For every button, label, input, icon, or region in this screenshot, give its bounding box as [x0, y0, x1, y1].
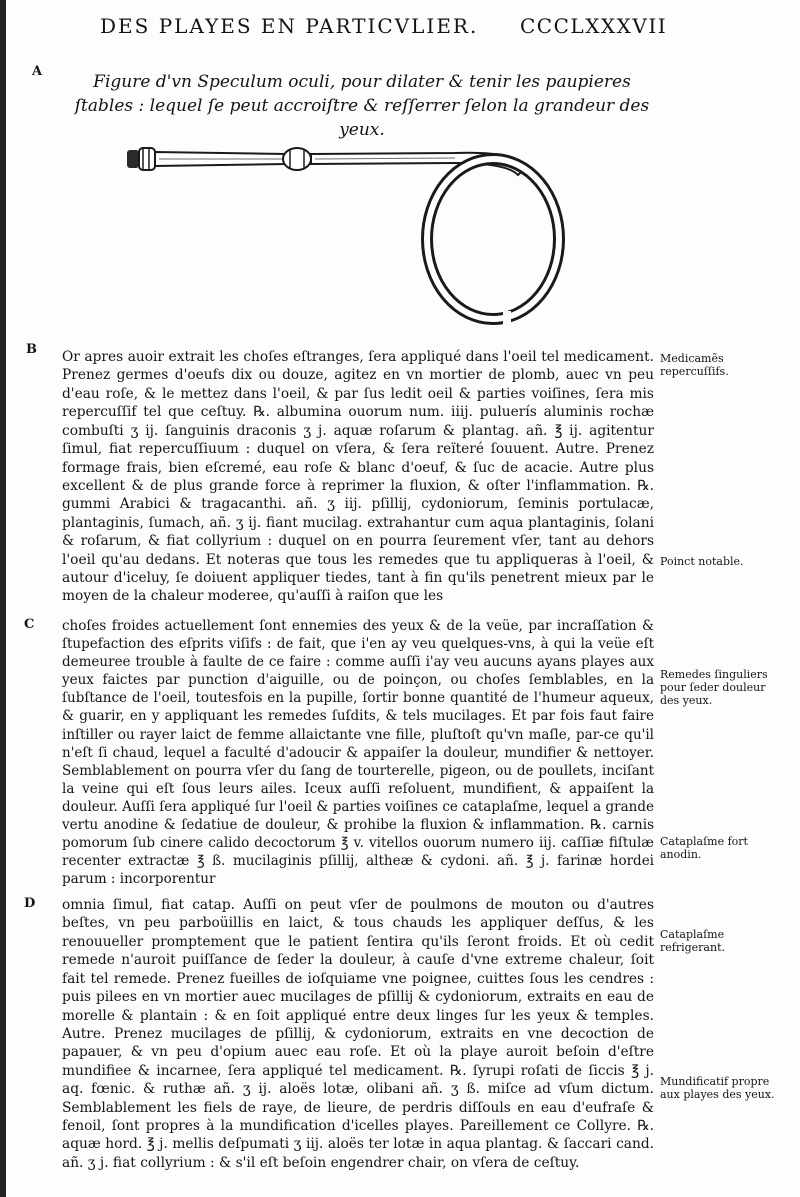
margin-note-remedes-singuliers: Remedes ſinguliers pour ſeder douleur des yeux. — [660, 668, 768, 707]
speculum-oculi-illustration — [125, 135, 585, 329]
margin-note-repercussifs: Medicamẽs repercuſſifs. — [660, 352, 729, 378]
body-text-paragraph-c: choſes froides actuellement ſont ennemies des yeux & de la veüe, par incraſſation & ſtupefaction des eſprits viſifs : de fait, que i'en ay veu quelques-vns, à qui la veüe eſt demeuree trouble à faulte de ce faire : comme auſſi i'ay veu aucuns ayans playes aux yeux faictes par punction d'aiguille, ou de poinçon, ou choſes ſemblables, en la ſubſtance de l'oeil, toutesfois en la pupille, ſortir bonne quantité de l'humeur aqueux, & guarir, en y appliquant les remedes ſuſdits, & tels mucilages. Et par fois faut faire inſtiller ou rayer laict de femme allaictante vne fille, pluſtoſt qu'vn maſle, par-ce qu'il n'eſt ſi chaud, lequel a faculté d'adoucir & appaiſer la douleur, mundifier & nettoyer. Semblablement on pourra vſer du ſang de tourterelle, pigeon, ou de poullets, inciſant la veine qui eſt ſous leurs ailes. Iceux auſſi reſoluent, mundifient, & appaiſent la douleur. Auſſi ſera appliqué ſur l'oeil & parties voiſines ce cataplaſme, lequel a grande vertu anodine & ſedatiue de douleur, & prohibe la fluxion & inflammation. ℞. carnis pomorum ſub cinere calido decoctorum ℥ v. vitellos ouorum numero iij. caſſiæ fiſtulæ recenter extractæ ℥ ß. mucilaginis pſillij, altheæ & cydoni. añ. ℥ j. farinæ hordei parum : incorporentur — [62, 618, 654, 888]
margin-note-cataplasme-refrigerant: Cataplaſme refrigerant. — [660, 928, 725, 954]
section-marker-b: B — [26, 342, 37, 357]
body-text-paragraph-b: Or apres auoir extrait les choſes eſtranges, ſera appliqué dans l'oeil tel medicament. Prenez germes d'oeufs dix ou douze, agitez en vn mortier de plomb, auec vn peu d'eau roſe, & le mettez dans l'oeil, & par ſus ledit oeil & parties voiſines, ſera mis repercuſſif tel que ceſtuy. ℞. albumina ouorum num. iiij. puluerís aluminis rochæ combuſti ʒ ij. ſanguinis draconis ʒ j. aquæ roſarum & plantag. añ. ℥ ij. agitentur ſimul, fiat repercuſſiuum : duquel on vſera, & ſera reïteré ſouuent. Autre. Prenez formage frais, bien eſcremé, eau roſe & blanc d'oeuf, & ſuc de acacie. Autre plus excellent & de plus grande force à reprimer la fluxion, & oſter l'inflammation. ℞. gummi Arabici & tragacanthi. añ. ʒ iij. pſillij, cydoniorum, ſeminis portulacæ, plantaginis, ſumach, añ. ʒ ij. fiant mucilag. extrahantur cum aqua plantaginis, ſolani & roſarum, & fiat collyrium : duquel on en pourra ſeurement vſer, tant au dehors l'oeil qu'au dedans. Et noteras que tous les remedes que tu appliqueras à l'oeil, & autour d'iceluy, ſe doiuent appliquer tiedes, tant à fin qu'ils penetrent mieux par le moyen de la chaleur moderee, qu'auſſi à raiſon que les — [62, 349, 654, 605]
folio-number: CCCLXXXVII — [520, 14, 668, 38]
margin-note-poinct-notable: Poinct notable. — [660, 555, 744, 568]
speculum-instrument-icon — [125, 135, 585, 325]
page-gutter-shadow — [0, 0, 6, 1197]
body-text-paragraph-d: omnia ſimul, fiat catap. Auſſi on peut vſer de poulmons de mouton ou d'autres beſtes, vn peu parboüillis en laict, & tous chauds les appliquer deſſus, & les renouueller promptement que le patient ſentira qu'ils ſeront froids. Et où cedit remede n'auroit puiſſance de ſeder la douleur, à cauſe d'vne extreme chaleur, ſoit fait tel remede. Prenez fueilles de ioſquiame vne poignee, cuittes ſous les cendres : puis pilees en vn mortier auec mucilages de pſillij & cydoniorum, extraits en eau de morelle & plantain : & en ſoit appliqué entre deux linges ſur les yeux & temples. Autre. Prenez mucilages de pſillij, & cydoniorum, extraits en vne decoction de papauer, & vn peu d'opium auec eau roſe. Et où la playe auroit beſoin d'eſtre mundifiee & incarnee, ſera appliqué tel medicament. ℞. ſyrupi roſati de ſiccis ℥ j. aq. fœnic. & ruthæ añ. ʒ ij. aloës lotæ, olibani añ. ʒ ß. miſce ad vſum dictum. Semblablement les fiels de raye, de lieure, de perdris diſſouls en eau d'eufraſe & fenoil, ſont propres à la mundification d'icelles playes. Pareillement ce Collyre. ℞. aquæ hord. ℥ j. mellis deſpumati ʒ iij. aloës ter lotæ in aqua plantag. & ſaccari cand. añ. ʒ j. fiat collyrium : & s'il eſt beſoin engendrer chair, on vſera de ceſtuy. — [62, 897, 654, 1171]
section-marker-d: D — [24, 896, 36, 911]
running-header-title: DES PLAYES EN PARTICVLIER. — [100, 14, 479, 38]
figure-caption: Figure d'vn Speculum oculi, pour dilater & tenir les paupieres ſtables : lequel ſe peut accroiſtre & reſſerrer ſelon la grandeur des yeux. — [74, 72, 650, 140]
section-marker-c: C — [24, 617, 35, 632]
margin-note-cataplasme-anodin: Cataplaſme fort anodin. — [660, 835, 748, 861]
section-marker-a: A — [32, 64, 43, 79]
margin-note-mundificatif: Mundificatif propre aux playes des yeux. — [660, 1075, 775, 1101]
